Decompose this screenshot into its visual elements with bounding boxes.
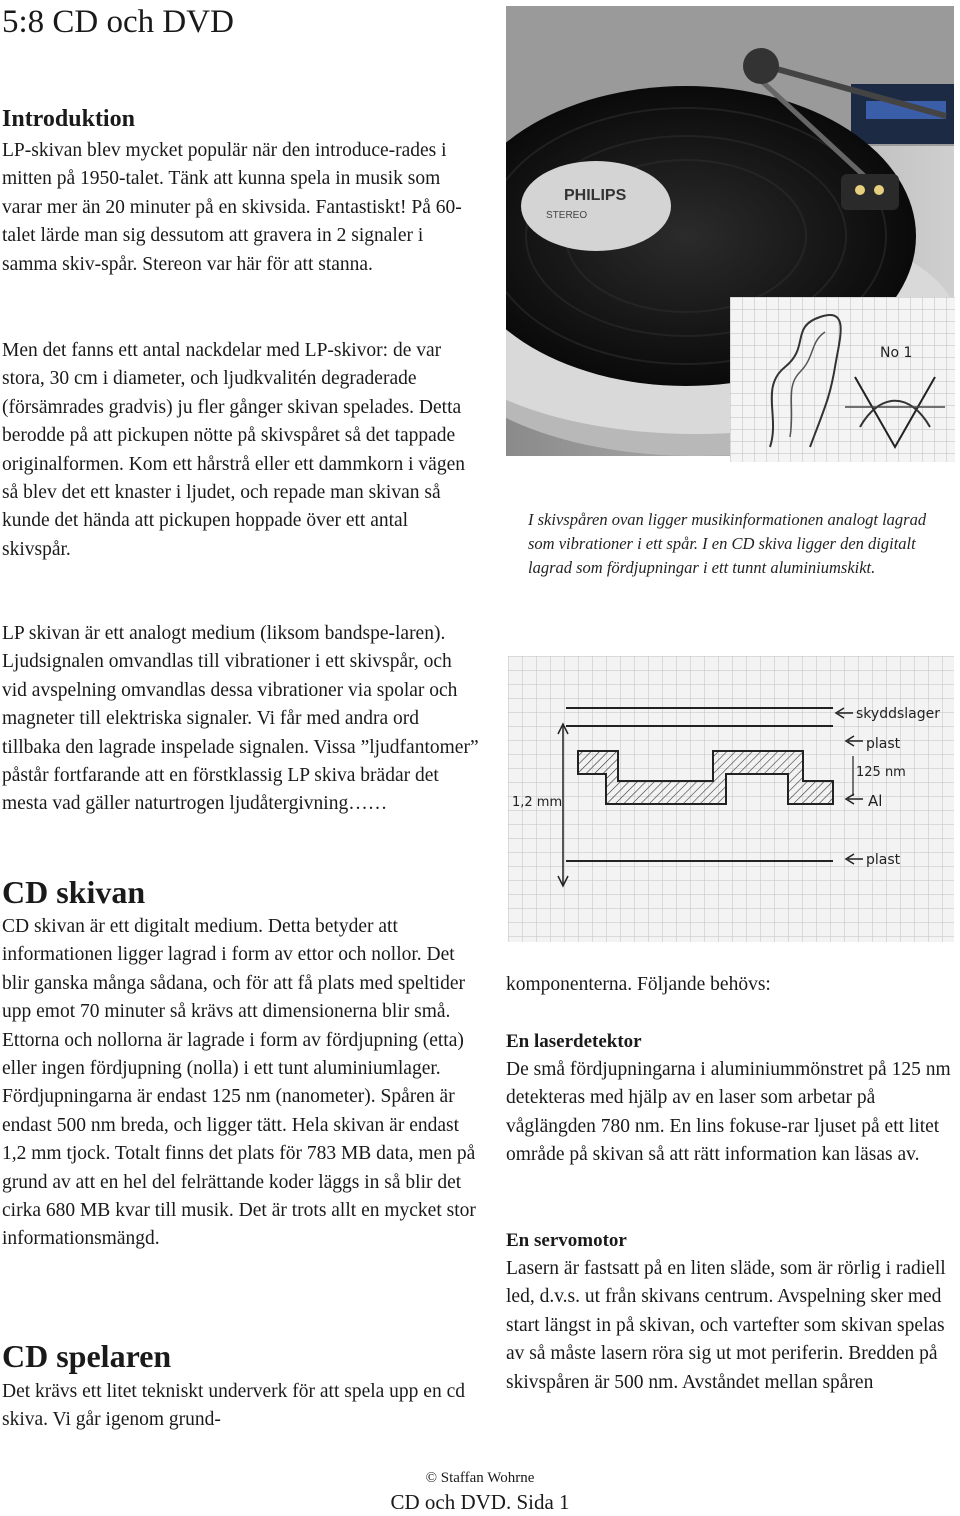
label-plast-top: plast <box>866 736 901 752</box>
footer-page-number: CD och DVD. Sida 1 <box>390 1490 570 1514</box>
record-label-sub: STEREO <box>546 210 588 221</box>
continuation-text: komponenterna. Följande behövs: <box>506 974 771 995</box>
cd-spelaren-heading: CD spelaren <box>2 1338 172 1374</box>
servo-heading: En servomotor <box>506 1230 627 1251</box>
intro-paragraph-1: LP-skivan blev mycket populär när den introduce-rades i mitten på 1950-talet. Tänk att kunna spela in musik som varar mer än 20 minuter på en skivsida. Fantastiskt! På 60-talet lärde man sig dessutom att gravera in 2 signaler i samma skiv-spår. Stereon var här för att stanna. <box>2 140 462 275</box>
intro-heading: Introduktion <box>2 106 135 132</box>
figure-caption: I skivspåren ovan ligger musikinformationen analogt lagrad som vibrationer i ett spår. I en CD skiva ligger den digitalt lagrad som fördjupningar i ett tunnt aluminiumskikt. <box>528 510 927 577</box>
cd-skivan-heading: CD skivan <box>2 874 146 910</box>
servo-paragraph: Lasern är fastsatt på en liten släde, som är rörlig i radiell led, d.v.s. ut från skivans centrum. Avspelning sker med start längst in på skivan, och vartefter som skivan spelas av så måste lasern röra sig ut mot periferin. Bredden på skivspåren är 500 nm. Avståndet mellan spåren <box>506 1258 946 1393</box>
cd-layer-diagram <box>508 656 954 942</box>
footer-copyright: © Staffan Wohrne <box>425 1470 535 1486</box>
laser-paragraph: De små fördjupningarna i aluminiummönstret på 125 nm detekteras med hjälp av en laser som arbetar på våglängden 780 nm. En lins fokuse-rar ljuset på ett litet område på skivan så att rätt information kan läsas av. <box>506 1059 951 1166</box>
label-plast-bottom: plast <box>866 852 901 868</box>
label-al: Al <box>868 792 883 810</box>
intro-paragraph-3: LP skivan är ett analogt medium (liksom bandspe-laren). Ljudsignalen omvandlas till vibrationer i ett skivspår, och vid avspelning omvandlas dessa vibrationer via spolar och magneter till elektriska signaler. Vi får med andra ord tillbaka den lagrade inspelade signalen. Vissa ”ljudfantomer” påstår fortfarande att en förstklassig LP skiva brädar det mesta vad gäller naturtrogen ljudåtergivning…… <box>2 623 479 815</box>
groove-sketch <box>730 297 955 462</box>
page-title: 5:8 CD och DVD <box>2 4 234 40</box>
cd-skivan-paragraph: CD skivan är ett digitalt medium. Detta betyder att informationen ligger lagrad i form av ettor och nollor. Det blir ganska många sådana, och för att få plats med speltider upp emot 70 minuter så krävs att dimensionerna blir små. Ettorna och nollorna är lagrade i form av fördjupning (etta) eller ingen fördjupning (nolla) i ett tunt aluminiumlager. Fördjupningarna är endast 125 nm (nanometer). Spåren är endast 500 nm breda, och ligger tätt. Hela skivan är endast 1,2 mm tjock. Totalt finns det plats för 783 MB data, men på grund av att en hel del felrättande koder läggs in så blir det cirka 680 MB kvar till musik. Det är trots allt en mycket stor informationsmängd. <box>2 916 476 1250</box>
cd-spelaren-paragraph: Det krävs ett litet tekniskt underverk för att spela upp en cd skiva. Vi går igenom grund- <box>2 1381 465 1431</box>
label-thickness: 1,2 mm <box>512 795 563 810</box>
laser-heading: En laserdetektor <box>506 1031 642 1052</box>
intro-paragraph-2: Men det fanns ett antal nackdelar med LP-skivor: de var stora, 30 cm i diameter, och ljudkvalitén degraderade (försämrades gradvis) ju fler gånger skivan spelades. Detta berodde på att pickupen nötte på skivspåret så det tappade originalformen. Kom ett hårstrå eller ett dammkorn i vägen så blev det ett knaster i ljudet, och repade man skivan så kunde det hända att pickupen hoppade över ett antal skivspår. <box>2 340 465 560</box>
record-label-brand: PHILIPS <box>564 187 627 204</box>
label-125nm: 125 nm <box>856 765 906 780</box>
label-skyddslager: skyddslager <box>856 706 940 722</box>
sketch-label: No 1 <box>880 345 913 361</box>
